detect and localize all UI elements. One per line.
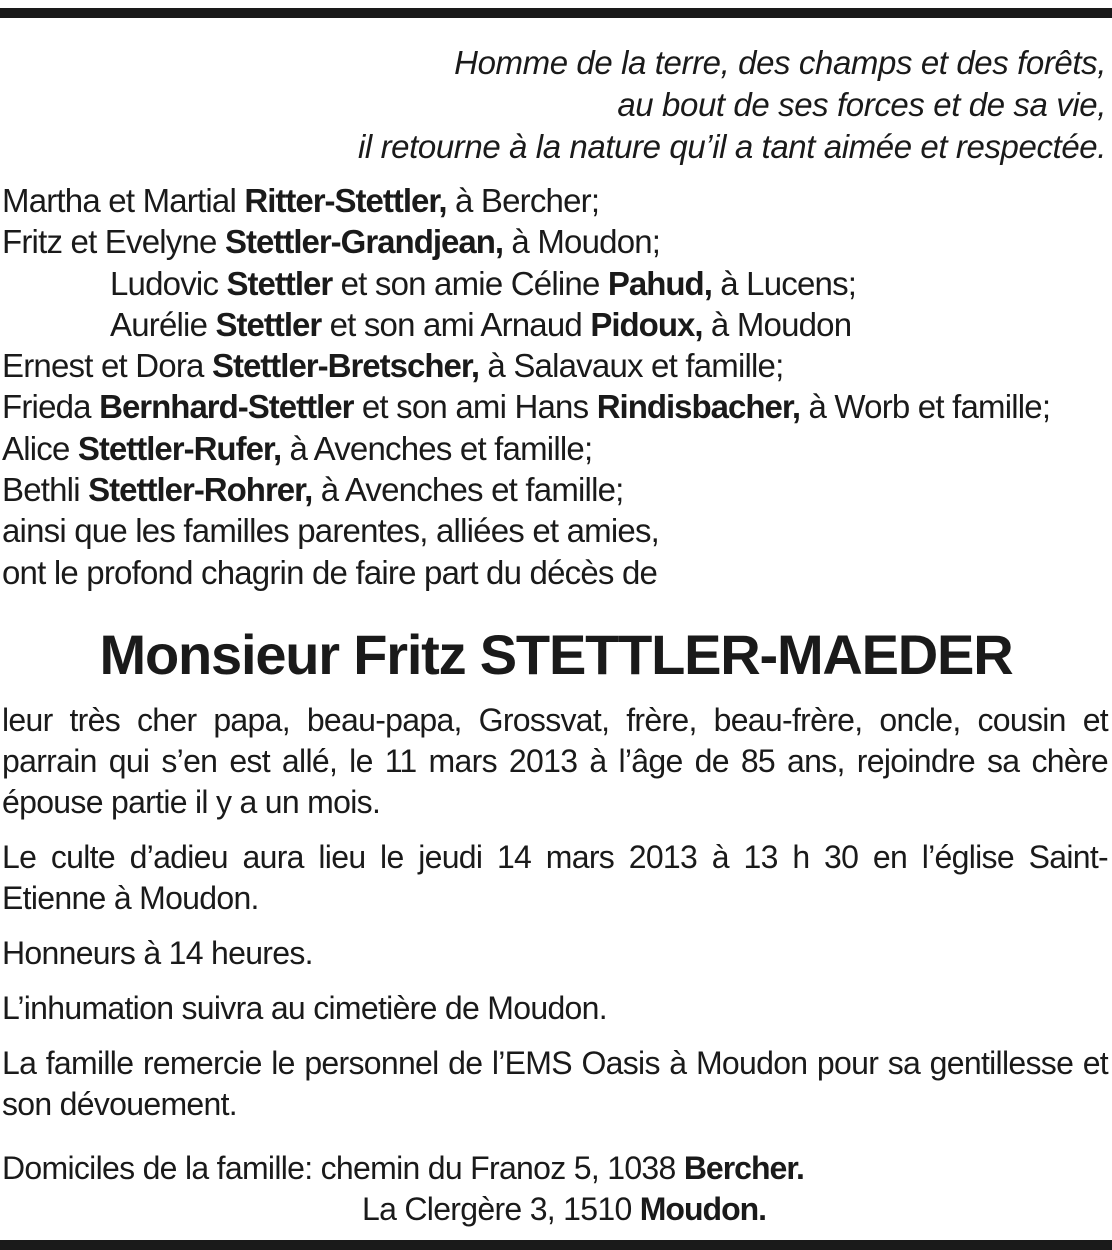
family-text: et son amie Céline bbox=[332, 264, 608, 302]
family-list bbox=[2, 180, 1050, 593]
family-text: Fritz et Evelyne bbox=[2, 223, 225, 261]
domicile-line bbox=[2, 1148, 804, 1189]
family-surname: Stettler bbox=[215, 305, 322, 343]
family-surname: Stettler-Grandjean, bbox=[224, 223, 504, 261]
family-member-line bbox=[2, 221, 1050, 262]
domiciles-label: Domiciles de la famille: bbox=[2, 1150, 321, 1186]
family-surname: Bernhard-Stettler bbox=[99, 388, 354, 426]
family-text: à Salavaux et famille; bbox=[479, 347, 784, 385]
family-surname: Ritter-Stettler, bbox=[244, 182, 447, 219]
family-text: Ludovic bbox=[110, 264, 227, 302]
family-text: Bethli bbox=[2, 471, 89, 509]
deceased-name: Monsieur Fritz STETTLER-MAEDER bbox=[99, 623, 1013, 686]
domicile-address: La Clergère 3, 1510 bbox=[362, 1191, 640, 1227]
closing-line: ont le profond chagrin de faire part du décès de bbox=[2, 553, 658, 591]
family-member-line bbox=[2, 469, 1050, 510]
domicile-city: Moudon. bbox=[639, 1191, 767, 1227]
family-text: à Moudon bbox=[702, 305, 852, 343]
epigraph-line: il retourne à la nature qu’il a tant aimée et respectée. bbox=[357, 128, 1106, 165]
family-surname: Stettler-Bretscher, bbox=[211, 347, 480, 385]
family-domiciles bbox=[2, 1148, 804, 1230]
family-text: Martha et Martial bbox=[2, 182, 245, 219]
family-surname: Stettler-Rufer, bbox=[77, 429, 282, 467]
family-text: et son ami Arnaud bbox=[321, 305, 591, 343]
family-text: Alice bbox=[2, 429, 78, 467]
family-surname: Pahud, bbox=[607, 264, 712, 302]
top-border-rule bbox=[0, 8, 1112, 18]
closing-line: ainsi que les familles parentes, alliées et amies, bbox=[2, 512, 660, 550]
epigraph-line: au bout de ses forces et de sa vie, bbox=[617, 86, 1106, 123]
announcement-body bbox=[2, 700, 1108, 1139]
family-member-line bbox=[2, 345, 1050, 386]
family-text: à Avenches et famille; bbox=[312, 471, 624, 509]
family-text: Ernest et Dora bbox=[2, 347, 212, 385]
epigraph-line: Homme de la terre, des champs et des forêts, bbox=[454, 44, 1106, 81]
family-member-line bbox=[2, 386, 1050, 427]
family-member-line bbox=[2, 180, 1050, 221]
family-text: à Worb et famille; bbox=[800, 388, 1051, 426]
bottom-border-rule bbox=[0, 1240, 1112, 1250]
family-member-line bbox=[2, 304, 1050, 345]
family-surname: Stettler bbox=[226, 264, 333, 302]
epigraph bbox=[358, 42, 1106, 168]
paragraph-service: Le culte d’adieu aura lieu le jeudi 14 mars 2013 à 13 h 30 en l’église Saint-Etienne à Moudon. bbox=[2, 839, 1108, 916]
family-surname: Stettler-Rohrer, bbox=[88, 471, 313, 509]
domicile-city: Bercher. bbox=[683, 1150, 804, 1186]
family-text: à Avenches et famille; bbox=[281, 429, 593, 467]
paragraph-thanks: La famille remercie le personnel de l’EMS Oasis à Moudon pour sa gentillesse et son dévouement. bbox=[2, 1045, 1108, 1122]
family-text: Frieda bbox=[2, 388, 100, 426]
paragraph-honors: Honneurs à 14 heures. bbox=[2, 935, 313, 971]
family-text: à Lucens; bbox=[711, 264, 857, 302]
family-text: à Moudon; bbox=[503, 223, 661, 261]
family-text: Aurélie bbox=[110, 305, 216, 343]
family-surname: Pidoux, bbox=[590, 305, 703, 343]
family-member-line bbox=[2, 428, 1050, 469]
family-text: et son ami Hans bbox=[353, 388, 597, 426]
paragraph-relationship: leur très cher papa, beau-papa, Grossvat, frère, beau-frère, oncle, cousin et parrain qui s’en est allé, le 11 mars 2013 à l’âge de 85 ans, rejoindre sa chère épouse partie il y a un mois. bbox=[2, 702, 1108, 820]
paragraph-burial: L’inhumation suivra au cimetière de Moudon. bbox=[2, 990, 607, 1026]
domicile-line bbox=[2, 1189, 804, 1230]
family-member-line bbox=[2, 263, 1050, 304]
family-text: à Bercher; bbox=[446, 182, 600, 219]
family-surname: Rindisbacher, bbox=[596, 388, 801, 426]
domicile-address: chemin du Franoz 5, 1038 bbox=[320, 1150, 684, 1186]
